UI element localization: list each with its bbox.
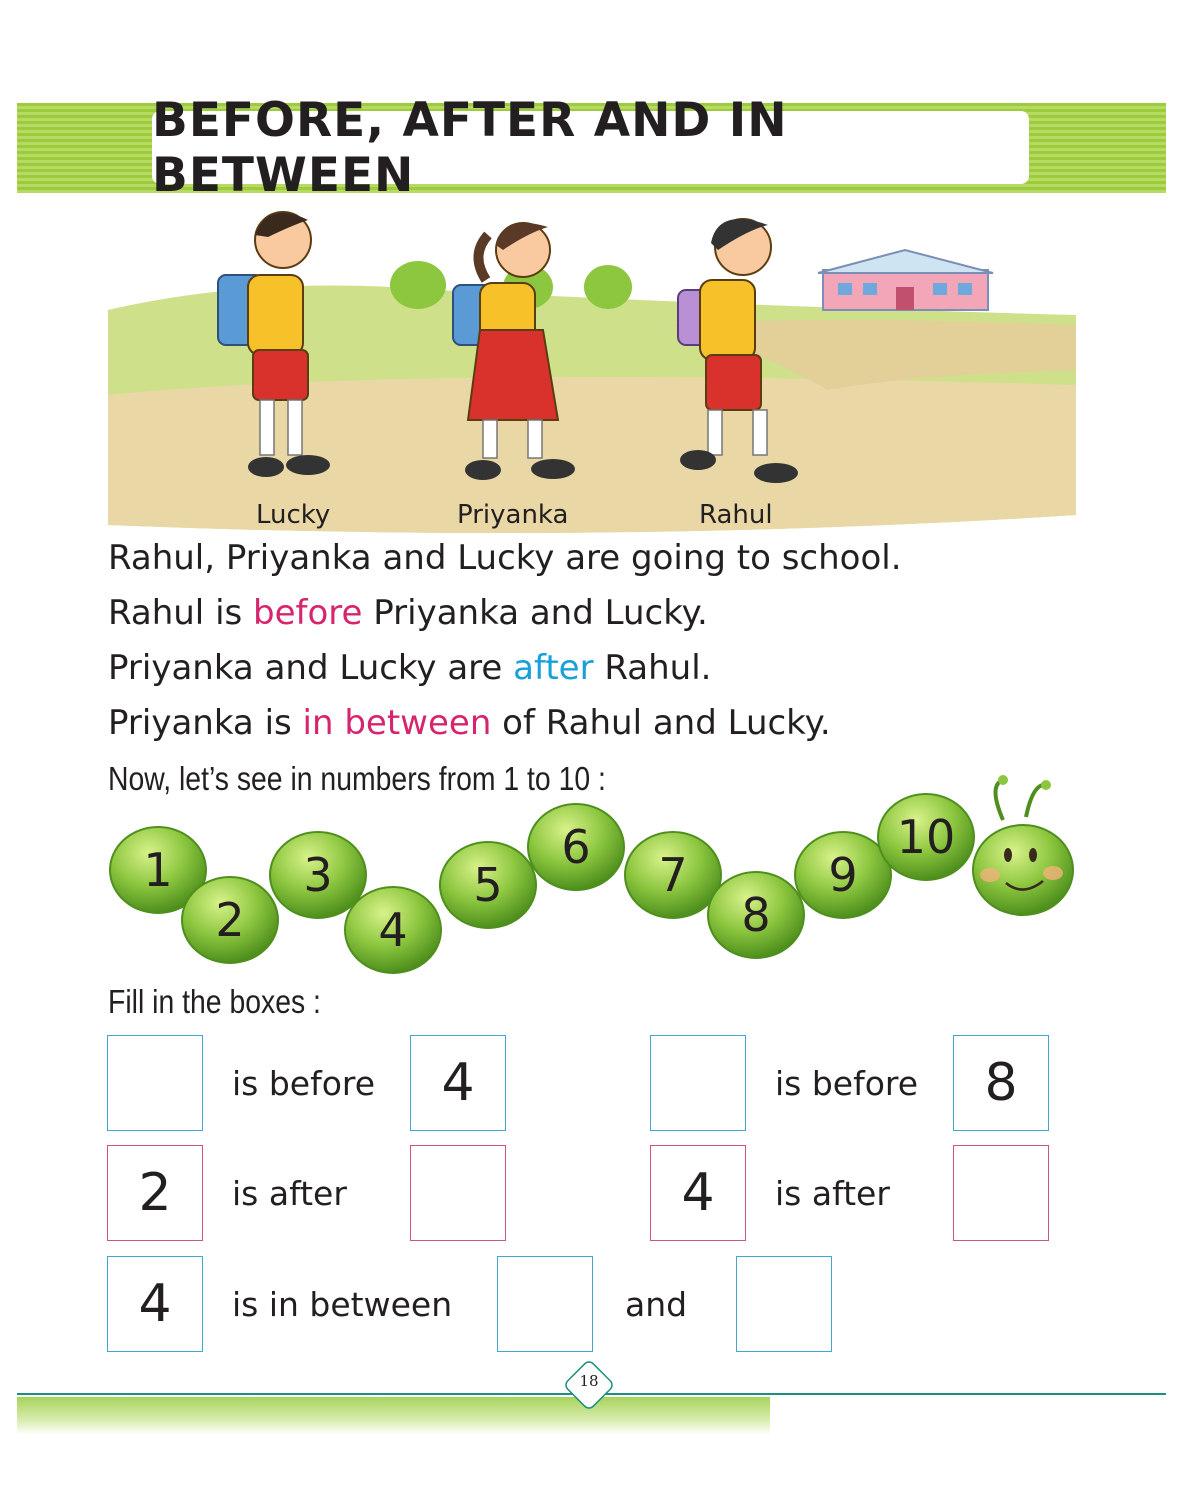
title-box — [152, 92, 1029, 203]
caterpillar-segment-4 — [345, 887, 441, 973]
text-is-before-2: is before — [775, 1064, 919, 1103]
segment-number: 10 — [896, 810, 956, 864]
footer-band — [17, 1397, 770, 1435]
given-box-r1b-right: 8 — [953, 1035, 1049, 1131]
segment-number: 5 — [473, 858, 503, 912]
intro-line-1: Rahul, Priyanka and Lucky are going to school. — [108, 538, 902, 578]
word-before: before — [253, 593, 363, 633]
caterpillar-segment-2 — [182, 877, 278, 963]
exercise-heading: Fill in the boxes : — [108, 983, 321, 1020]
label-lucky: Lucky — [256, 500, 331, 530]
text-is-after-2: is after — [775, 1174, 890, 1213]
label-priyanka: Priyanka — [457, 500, 569, 530]
segment-number: 7 — [658, 848, 688, 902]
text-and: and — [625, 1285, 688, 1324]
line2-pre: Rahul is — [108, 593, 254, 633]
segment-number: 1 — [143, 843, 173, 897]
number-caterpillar — [108, 775, 1076, 980]
word-in-between: in between — [302, 703, 492, 743]
children-walking-illustration — [108, 195, 1076, 535]
text-is-in-between: is in between — [232, 1285, 453, 1324]
text-is-after-1: is after — [232, 1174, 347, 1213]
given-box-r1-right: 4 — [410, 1035, 506, 1131]
given-box-r2-left: 2 — [107, 1145, 203, 1241]
answer-box-r1-left[interactable] — [107, 1035, 203, 1131]
segment-number: 9 — [828, 848, 858, 902]
word-after: after — [513, 648, 594, 688]
page-number: 18 — [579, 1372, 599, 1390]
given-box-r2b-left: 4 — [650, 1145, 746, 1241]
answer-box-r2-right[interactable] — [410, 1145, 506, 1241]
caterpillar-segment-5 — [440, 842, 536, 928]
line3-pre: Priyanka and Lucky are — [108, 648, 514, 688]
page-title: BEFORE, AFTER AND IN BETWEEN — [152, 92, 788, 203]
caterpillar-segment-3 — [270, 832, 366, 918]
answer-box-r3-right[interactable] — [736, 1256, 832, 1352]
answer-box-r1b-left[interactable] — [650, 1035, 746, 1131]
segment-number: 6 — [561, 820, 591, 874]
segment-number: 3 — [303, 848, 333, 902]
intro-line-2 — [108, 593, 708, 633]
caterpillar-segment-6 — [528, 804, 624, 890]
answer-box-r2b-right[interactable] — [953, 1145, 1049, 1241]
line3-post: Rahul. — [593, 648, 712, 688]
caterpillar-segment-10 — [878, 794, 974, 880]
text-is-before-1: is before — [232, 1064, 376, 1103]
caterpillar-head-icon — [973, 775, 1073, 915]
line4-pre: Priyanka is — [108, 703, 303, 743]
label-rahul: Rahul — [699, 500, 773, 530]
answer-box-r3-middle[interactable] — [497, 1256, 593, 1352]
given-box-r3-left: 4 — [107, 1256, 203, 1352]
segment-number: 8 — [741, 888, 771, 942]
caterpillar-segment-7 — [625, 832, 721, 918]
segment-number: 2 — [215, 893, 245, 947]
school-building-icon — [818, 250, 993, 310]
intro-line-3 — [108, 648, 711, 688]
caterpillar-segment-8 — [708, 872, 804, 958]
intro-line-4 — [108, 703, 831, 743]
line2-post: Priyanka and Lucky. — [362, 593, 708, 633]
segment-number: 4 — [378, 903, 408, 957]
intro-line-5: Now, let’s see in numbers from 1 to 10 : — [108, 760, 606, 797]
caterpillar-segment-9 — [795, 832, 891, 918]
line4-post: of Rahul and Lucky. — [491, 703, 831, 743]
